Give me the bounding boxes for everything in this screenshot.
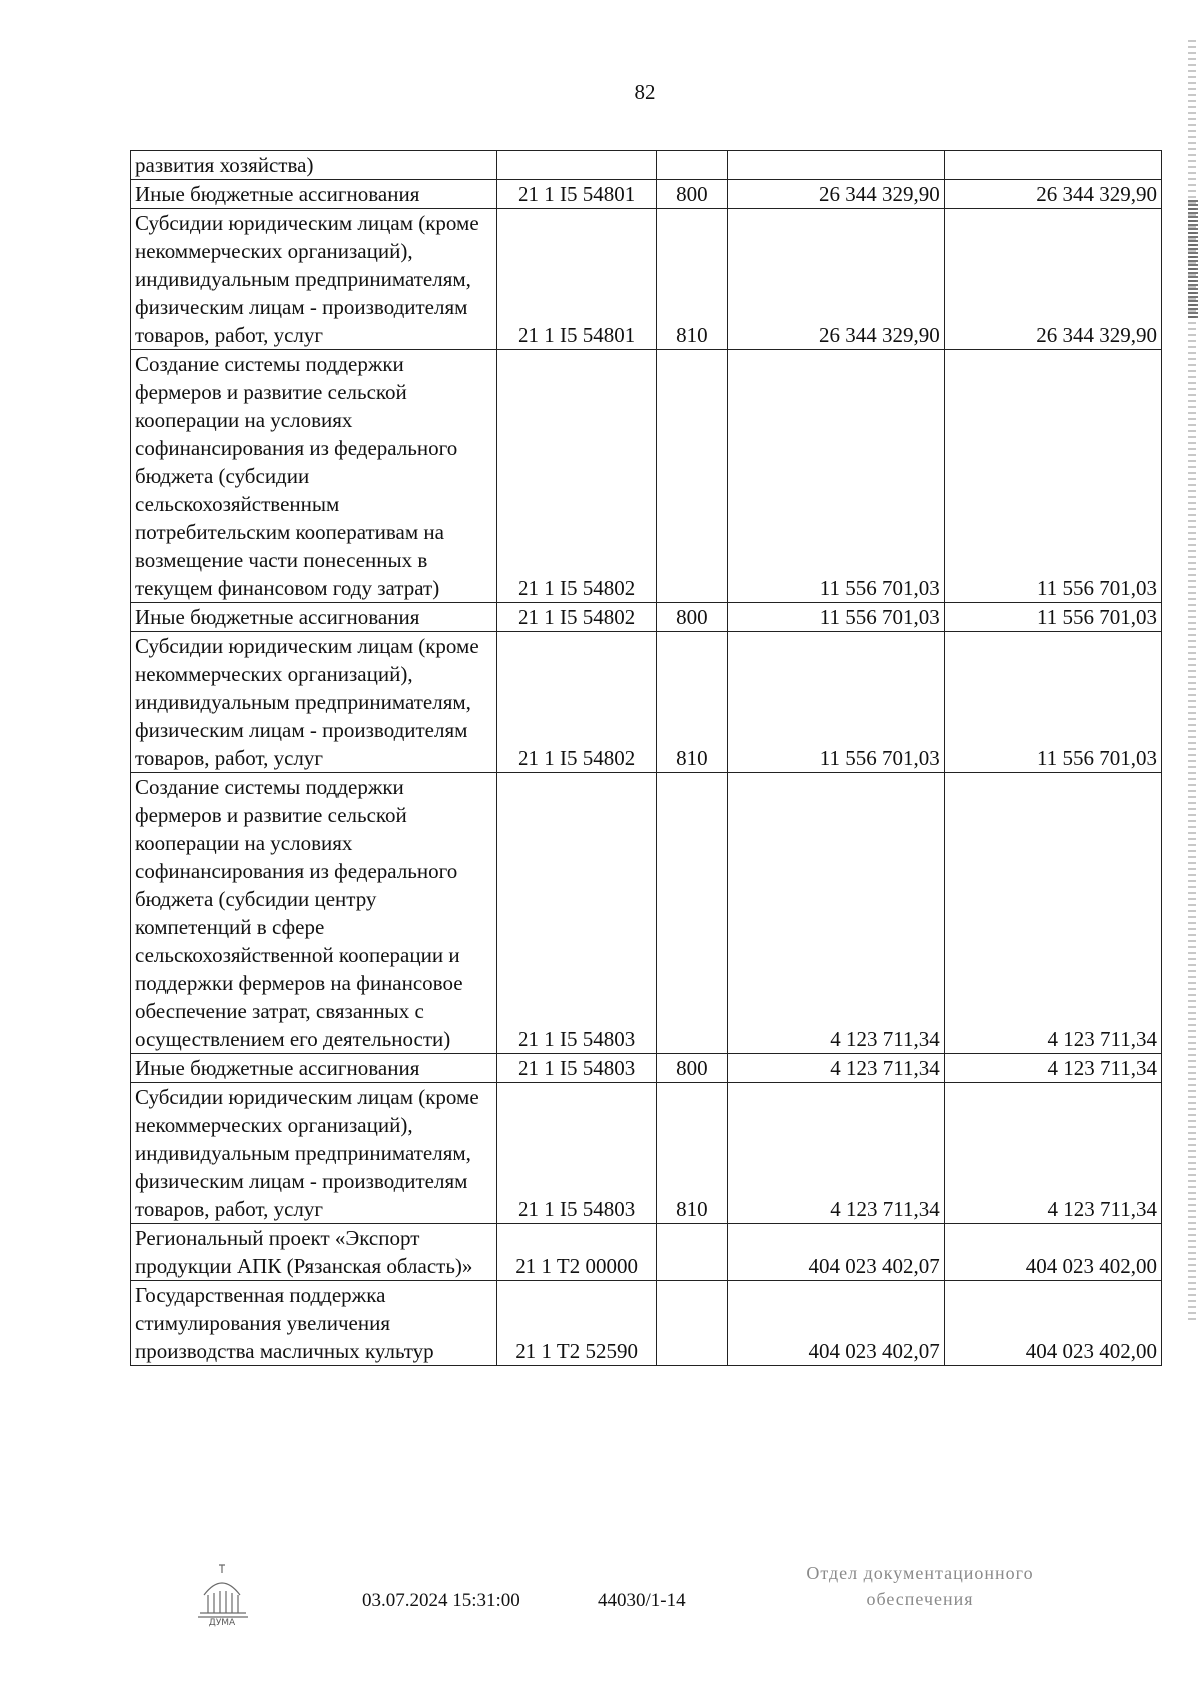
- row-code-cell: 21 1 I5 54802: [497, 632, 657, 773]
- row-code-cell: 21 1 T2 52590: [497, 1281, 657, 1366]
- row-code-cell: 21 1 T2 00000: [497, 1224, 657, 1281]
- row-value1-cell: 26 344 329,90: [727, 209, 944, 350]
- row-name-cell: Государственная поддержка стимулирования увеличения производства масличных культур: [131, 1281, 497, 1366]
- row-value1-cell: 404 023 402,07: [727, 1281, 944, 1366]
- row-name-cell: Создание системы поддержки фермеров и развитие сельской кооперации на условиях софинансирования из федерального бюджета (субсидии сельскохозяйственным потребительским кооперативам на возмещение части понесенных в текущем финансовом году затрат): [131, 350, 497, 603]
- footer-doc-number: 44030/1-14: [598, 1590, 686, 1611]
- row-value1-cell: 4 123 711,34: [727, 773, 944, 1054]
- table-row: [131, 603, 1162, 632]
- row-code-cell: 21 1 I5 54803: [497, 1054, 657, 1083]
- table-row: [131, 1224, 1162, 1281]
- row-value1-cell: 11 556 701,03: [727, 350, 944, 603]
- row-value2-cell: 4 123 711,34: [944, 1083, 1161, 1224]
- row-value2-cell: 11 556 701,03: [944, 350, 1161, 603]
- row-value1-cell: [727, 151, 944, 180]
- row-value2-cell: 404 023 402,00: [944, 1281, 1161, 1366]
- row-code-cell: 21 1 I5 54803: [497, 1083, 657, 1224]
- table-row: [131, 209, 1162, 350]
- row-value1-cell: 4 123 711,34: [727, 1054, 944, 1083]
- table-row: [131, 632, 1162, 773]
- table-row: [131, 1083, 1162, 1224]
- row-type-cell: 800: [657, 1054, 727, 1083]
- duma-logo-icon: [192, 1563, 252, 1629]
- row-type-cell: [657, 350, 727, 603]
- row-value1-cell: 11 556 701,03: [727, 603, 944, 632]
- department-stamp: [770, 1560, 1070, 1612]
- row-value2-cell: 404 023 402,00: [944, 1224, 1161, 1281]
- table-row: [131, 773, 1162, 1054]
- row-code-cell: 21 1 I5 54801: [497, 209, 657, 350]
- row-value1-cell: 404 023 402,07: [727, 1224, 944, 1281]
- footer-datetime: 03.07.2024 15:31:00: [362, 1590, 520, 1611]
- row-value1-cell: 26 344 329,90: [727, 180, 944, 209]
- table-row: [131, 1054, 1162, 1083]
- table-row: [131, 151, 1162, 180]
- row-name-cell: Субсидии юридическим лицам (кроме некоммерческих организаций), индивидуальным предпринимателям, физическим лицам - производителям товаров, работ, услуг: [131, 209, 497, 350]
- row-name-cell: Субсидии юридическим лицам (кроме некоммерческих организаций), индивидуальным предпринимателям, физическим лицам - производителям товаров, работ, услуг: [131, 1083, 497, 1224]
- row-value2-cell: [944, 151, 1161, 180]
- row-type-cell: 810: [657, 632, 727, 773]
- row-value2-cell: 11 556 701,03: [944, 632, 1161, 773]
- page-number: 82: [634, 80, 656, 104]
- row-name-cell: Создание системы поддержки фермеров и развитие сельской кооперации на условиях софинансирования из федерального бюджета (субсидии центру компетенций в сфере сельскохозяйственной кооперации и поддержки фермеров на финансовое обеспечение затрат, связанных с осуществлением его деятельности): [131, 773, 497, 1054]
- row-code-cell: 21 1 I5 54802: [497, 603, 657, 632]
- row-value1-cell: 11 556 701,03: [727, 632, 944, 773]
- row-type-cell: 810: [657, 209, 727, 350]
- row-name-cell: Иные бюджетные ассигнования: [131, 1054, 497, 1083]
- row-value1-cell: 4 123 711,34: [727, 1083, 944, 1224]
- row-type-cell: [657, 1224, 727, 1281]
- row-type-cell: [657, 1281, 727, 1366]
- row-name-cell: Региональный проект «Экспорт продукции АПК (Рязанская область)»: [131, 1224, 497, 1281]
- row-value2-cell: 4 123 711,34: [944, 1054, 1161, 1083]
- row-code-cell: 21 1 I5 54802: [497, 350, 657, 603]
- row-value2-cell: 4 123 711,34: [944, 773, 1161, 1054]
- row-code-cell: 21 1 I5 54803: [497, 773, 657, 1054]
- row-type-cell: [657, 773, 727, 1054]
- row-value2-cell: 26 344 329,90: [944, 209, 1161, 350]
- scan-edge-marks-dense: [1188, 200, 1198, 320]
- table-row: [131, 350, 1162, 603]
- table-row: [131, 1281, 1162, 1366]
- row-name-cell: Иные бюджетные ассигнования: [131, 180, 497, 209]
- row-type-cell: 810: [657, 1083, 727, 1224]
- row-value2-cell: 26 344 329,90: [944, 180, 1161, 209]
- budget-table: [130, 150, 1162, 1366]
- row-type-cell: [657, 151, 727, 180]
- row-name-cell: Иные бюджетные ассигнования: [131, 603, 497, 632]
- row-name-cell: развития хозяйства): [131, 151, 497, 180]
- table-row: [131, 180, 1162, 209]
- stamp-line-1: Отдел документационного: [806, 1563, 1034, 1583]
- row-value2-cell: 11 556 701,03: [944, 603, 1161, 632]
- svg-text:ДУМА: ДУМА: [208, 1618, 236, 1628]
- row-code-cell: [497, 151, 657, 180]
- row-type-cell: 800: [657, 180, 727, 209]
- row-code-cell: 21 1 I5 54801: [497, 180, 657, 209]
- stamp-line-2: обеспечения: [866, 1589, 974, 1609]
- row-type-cell: 800: [657, 603, 727, 632]
- row-name-cell: Субсидии юридическим лицам (кроме некоммерческих организаций), индивидуальным предпринимателям, физическим лицам - производителям товаров, работ, услуг: [131, 632, 497, 773]
